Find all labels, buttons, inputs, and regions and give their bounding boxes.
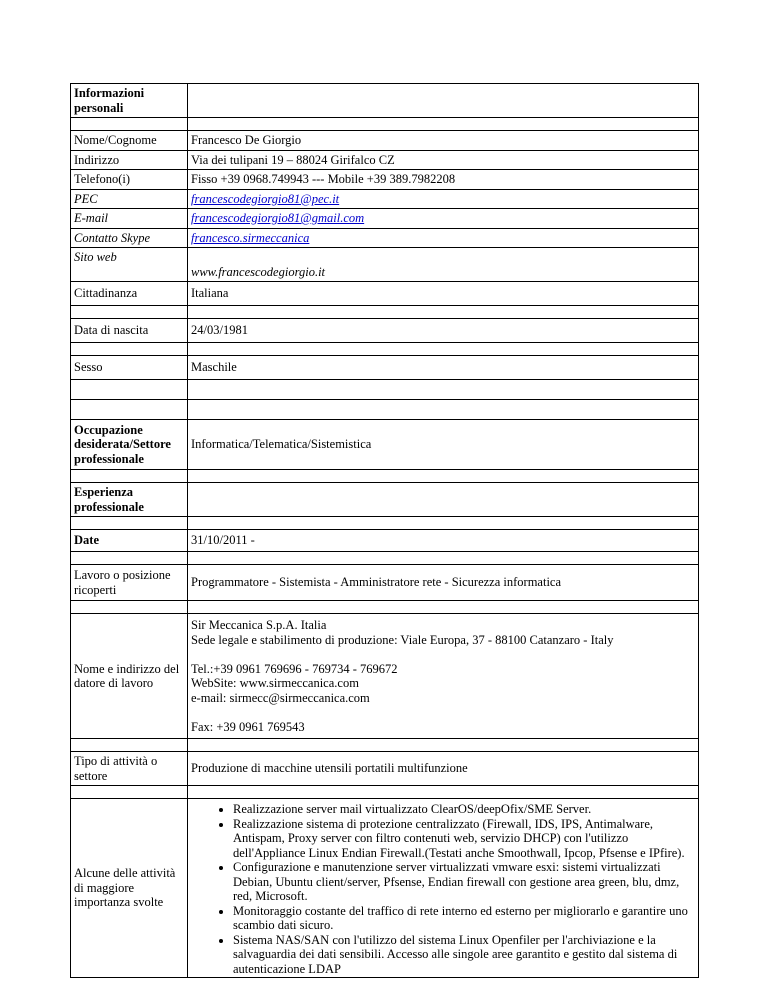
employer-phone: Tel.:+39 0961 769696 - 769734 - 769672 (191, 661, 398, 676)
list-item: • Configurazione e manutenzione server virtualizzati vmware esxi: sistemi virtualizzati Debian, Ubuntu client/server, Pfsense, Endian firewall con gestione area green, blu, dmz, red, Microsoft. (233, 860, 695, 904)
employer-label: Nome e indirizzo del datore di lavoro (71, 614, 188, 739)
skype-label: Contatto Skype (71, 228, 188, 248)
skype-link[interactable]: francesco.sirmeccanica (191, 230, 310, 245)
phone-value: Fisso +39 0968.749943 --- Mobile +39 389.7982208 (188, 170, 699, 190)
occupation-label: Occupazione desiderata/Settore professionale (71, 420, 188, 470)
citizenship-label: Cittadinanza (71, 282, 188, 306)
occupation-value: Informatica/Telematica/Sistemistica (188, 420, 699, 470)
address-label: Indirizzo (71, 150, 188, 170)
employer-value (188, 614, 699, 739)
address-value: Via dei tulipani 19 – 88024 Girifalco CZ (188, 150, 699, 170)
role-value: Programmatore - Sistemista - Amministratore rete - Sicurezza informatica (188, 565, 699, 601)
list-item: • Realizzazione sistema di protezione centralizzato (Firewall, IDS, IPS, Antimalware, Antispam, Proxy server con filtro contenuti web, servizio DHCP) con l'utilizzo dell'Appliance Linux Endian Firewall.(Testati anche Smoothwall, Ipcop, Pfsense e IPfire). (233, 817, 695, 861)
list-item: • Monitoraggio costante del traffico di rete interno ed esterno per migliorarlo e garantire uno scambio dati sicuro. (233, 904, 695, 933)
email-link[interactable]: francescodegiorgio81@gmail.com (191, 211, 365, 225)
employer-fax: Fax: +39 0961 769543 (191, 719, 305, 734)
role-label: Lavoro o posizione ricoperti (71, 565, 188, 601)
name-label: Nome/Cognome (71, 131, 188, 151)
pec-link[interactable]: francescodegiorgio81@pec.it (191, 191, 340, 206)
empty-cell (188, 84, 699, 118)
employer-name: Sir Meccanica S.p.A. Italia (191, 618, 327, 632)
date-label: Date (71, 530, 188, 552)
pec-label: PEC (71, 189, 188, 209)
name-value: Francesco De Giorgio (188, 131, 699, 151)
sex-value: Maschile (188, 356, 699, 380)
birth-label: Data di nascita (71, 319, 188, 343)
birth-value: 24/03/1981 (188, 319, 699, 343)
website-label: Sito web (71, 248, 188, 282)
website-value: www.francescodegiorgio.it (188, 248, 699, 282)
employer-email: e-mail: sirmecc@sirmeccanica.com (191, 690, 370, 705)
citizenship-value: Italiana (188, 282, 699, 306)
sex-label: Sesso (71, 356, 188, 380)
phone-label: Telefono(i) (71, 170, 188, 190)
employer-website: WebSite: www.sirmeccanica.com (191, 676, 359, 690)
list-item: • Sistema NAS/SAN con l'utilizzo del sistema Linux Openfiler per l'archiviazione e la salvaguardia dei dati sensibili. Accesso alle singole aree garantito e gestito dal sistema di autenticazione LDAP (233, 933, 695, 977)
cv-table (70, 83, 699, 978)
list-item: • Realizzazione server mail virtualizzato ClearOS/deepOfix/SME Server. (233, 802, 695, 817)
sector-label: Tipo di attività o settore (71, 752, 188, 786)
activities-label: Alcune delle attività di maggiore importanza svolte (71, 799, 188, 978)
sector-value: Produzione di macchine utensili portatili multifunzione (188, 752, 699, 786)
email-label: E-mail (71, 209, 188, 229)
date-value: 31/10/2011 - (188, 530, 699, 552)
section-personal-info: Informazioni personali (71, 84, 188, 118)
activities-list (191, 802, 695, 976)
empty-cell (188, 483, 699, 517)
employer-address: Sede legale e stabilimento di produzione: Viale Europa, 37 - 88100 Catanzaro - Italy (191, 632, 614, 647)
section-experience: Esperienza professionale (71, 483, 188, 517)
